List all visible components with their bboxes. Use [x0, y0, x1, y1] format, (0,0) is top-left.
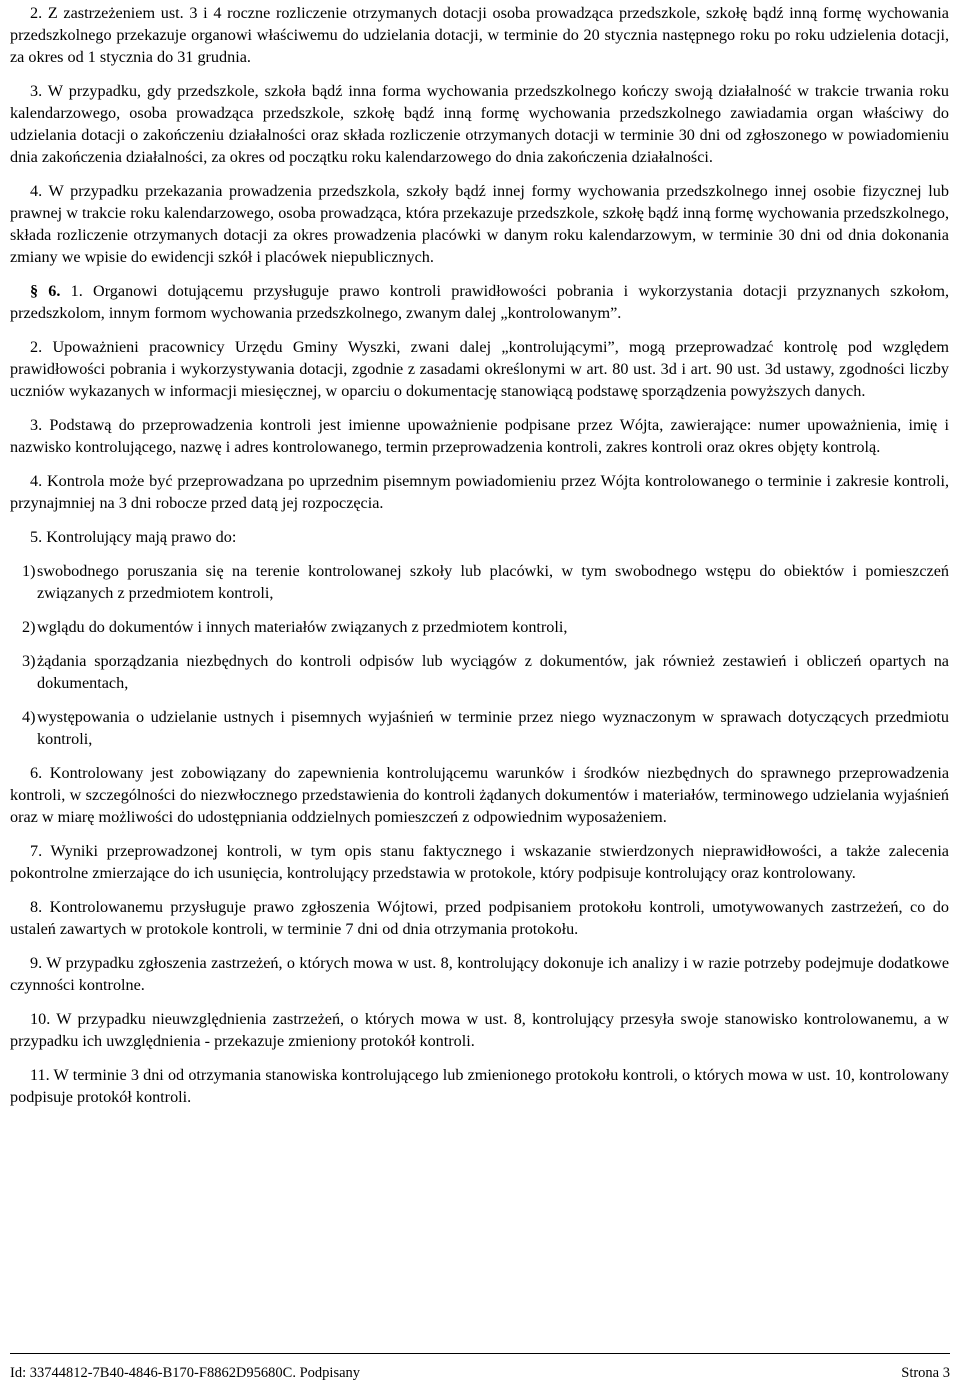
section-6-paragraph-10: 10. W przypadku nieuwzględnienia zastrzeżeń, o których mowa w ust. 8, kontrolujący przesyła swoje stanowisko kontrolowanemu, a w przypadku ich uwzględnienia - przekazuje zmieniony protokół kontroli.	[10, 1010, 949, 1050]
list-item	[10, 706, 949, 750]
document-id: Id: 33744812-7B40-4846-B170-F8862D95680C. Podpisany	[10, 1365, 361, 1381]
list-item-text: występowania o udzielanie ustnych i pisemnych wyjaśnień w terminie przez niego wyznaczonym w sprawach dotyczących przedmiotu kontroli,	[37, 708, 949, 748]
list-item	[10, 560, 949, 604]
list-item-number: 2)	[22, 618, 36, 636]
list-item	[10, 616, 949, 638]
section-6-paragraph-2: 2. Upoważnieni pracownicy Urzędu Gminy Wyszki, zwani dalej „kontrolującymi”, mogą przeprowadzać kontrolę pod względem prawidłowości pobrania i wykorzystywania dotacji, zgodnie z zasadami określonymi w art. 80 ust. 3d i art. 90 ust. 3d ustawy, zgodności liczby uczniów wykazanych w informacji miesięcznej, w oparciu o dokumentację stanowiącą podstawę sporządzenia powyższych danych.	[10, 338, 949, 400]
section-6-paragraph-7: 7. Wyniki przeprowadzonej kontroli, w tym opis stanu faktycznego i wskazanie stwierdzonych nieprawidłowości, a także zalecenia pokontrolne zmierzające do ich usunięcia, kontrolujący przedstawia w protokole, który podpisuje kontrolujący oraz kontrolowany.	[10, 842, 949, 882]
section-6-paragraph-6: 6. Kontrolowany jest zobowiązany do zapewnienia kontrolującemu warunków i środków niezbędnych do sprawnego przeprowadzenia kontroli, w szczególności do niezwłocznego przedstawienia do kontroli żądanych dokumentów i materiałów, terminowego udzielania wyjaśnień oraz w miarę możliwości do udostępniania oddzielnych pomieszczeń z odpowiednim wyposażeniem.	[10, 764, 949, 826]
paragraph-2-2: 2. Z zastrzeżeniem ust. 3 i 4 roczne rozliczenie otrzymanych dotacji osoba prowadząca przedszkole, szkołę bądź inną formę wychowania przedszkolnego przekazuje organowi właściwemu do udzielania dotacji, w terminie do 20 stycznia następnego roku po roku udzielenia dotacji, za okres od 1 stycznia do 31 grudnia.	[10, 4, 949, 66]
section-6-paragraph-4: 4. Kontrola może być przeprowadzana po uprzednim pisemnym powiadomieniu przez Wójta kontrolowanego o terminie i zakresie kontroli, przynajmniej na 3 dni robocze przed datą jej rozpoczęcia.	[10, 472, 949, 512]
section-6-paragraph-9: 9. W przypadku zgłoszenia zastrzeżeń, o których mowa w ust. 8, kontrolujący dokonuje ich analizy i w razie potrzeby podejmuje dodatkowe czynności kontrolne.	[10, 954, 949, 994]
section-6-paragraph-11: 11. W terminie 3 dni od otrzymania stanowiska kontrolującego lub zmienionego protokołu kontroli, o których mowa w ust. 10, kontrolowany podpisuje protokół kontroli.	[10, 1066, 949, 1106]
list-item-number: 1)	[22, 562, 36, 580]
list-item-number: 3)	[22, 652, 36, 670]
section-6-1-text: 1. Organowi dotującemu przysługuje prawo kontroli prawidłowości pobrania i wykorzystania dotacji przyznanych szkołom, przedszkolom, innym formom wychowania przedszkolnego, zwanym dalej „kontrolowanym”.	[10, 282, 950, 322]
section-6-paragraph-8: 8. Kontrolowanemu przysługuje prawo zgłoszenia Wójtowi, przed podpisaniem protokołu kontroli, umotywowanych zastrzeżeń, co do ustaleń zawartych w protokole kontroli, w terminie 7 dni od dnia otrzymania protokołu.	[10, 898, 949, 938]
page-footer	[10, 1353, 950, 1382]
list-item-text: wglądu do dokumentów i innych materiałów związanych z przedmiotem kontroli,	[37, 618, 568, 636]
section-6-paragraph-5: 5. Kontrolujący mają prawo do:	[30, 528, 237, 546]
rights-list	[10, 560, 949, 750]
page-number: Strona 3	[901, 1365, 950, 1381]
list-item-number: 4)	[22, 708, 36, 726]
section-6-paragraph-1	[10, 280, 949, 324]
paragraph-2-3: 3. W przypadku, gdy przedszkole, szkoła bądź inna forma wychowania przedszkolnego kończy swoją działalność w trakcie trwania roku kalendarzowego, osoba prowadząca przedszkole, szkołę bądź inną formę wychowania przedszkolnego zawiadamia organ właściwy do udzielania dotacji o zakończeniu działalności oraz składa rozliczenie otrzymanych dotacji w terminie 30 dni od zgłoszonego w powiadomieniu dnia zakończenia działalności, za okres od początku roku kalendarzowego do dnia zakończenia działalności.	[10, 82, 949, 166]
document-page	[10, 2, 949, 1108]
list-item-text: żądania sporządzania niezbędnych do kontroli odpisów lub wyciągów z dokumentów, jak również zestawień i obliczeń opartych na dokumentach,	[37, 652, 949, 692]
section-6-number: § 6.	[30, 282, 61, 300]
section-6-paragraph-3: 3. Podstawą do przeprowadzenia kontroli jest imienne upoważnienie podpisane przez Wójta, zawierające: numer upoważnienia, imię i nazwisko kontrolującego, nazwę i adres kontrolowanego, termin przeprowadzenia kontroli, zakres kontroli oraz okres objęty kontrolą.	[10, 416, 949, 456]
list-item-text: swobodnego poruszania się na terenie kontrolowanej szkoły lub placówki, w tym swobodnego wstępu do obiektów i pomieszczeń związanych z przedmiotem kontroli,	[37, 562, 949, 602]
paragraph-2-4: 4. W przypadku przekazania prowadzenia przedszkola, szkoły bądź innej formy wychowania przedszkolnego innej osobie fizycznej lub prawnej w trakcie roku kalendarzowego, osoba prowadząca, która przekazuje przedszkole, szkołę bądź inną formę wychowania przedszkolnego, składa rozliczenie otrzymanych dotacji za okres prowadzenia placówki w danym roku kalendarzowym, w terminie 30 dni od dnia dokonania zmiany we wpisie do ewidencji szkół i placówek niepublicznych.	[10, 182, 949, 266]
list-item	[10, 650, 949, 694]
